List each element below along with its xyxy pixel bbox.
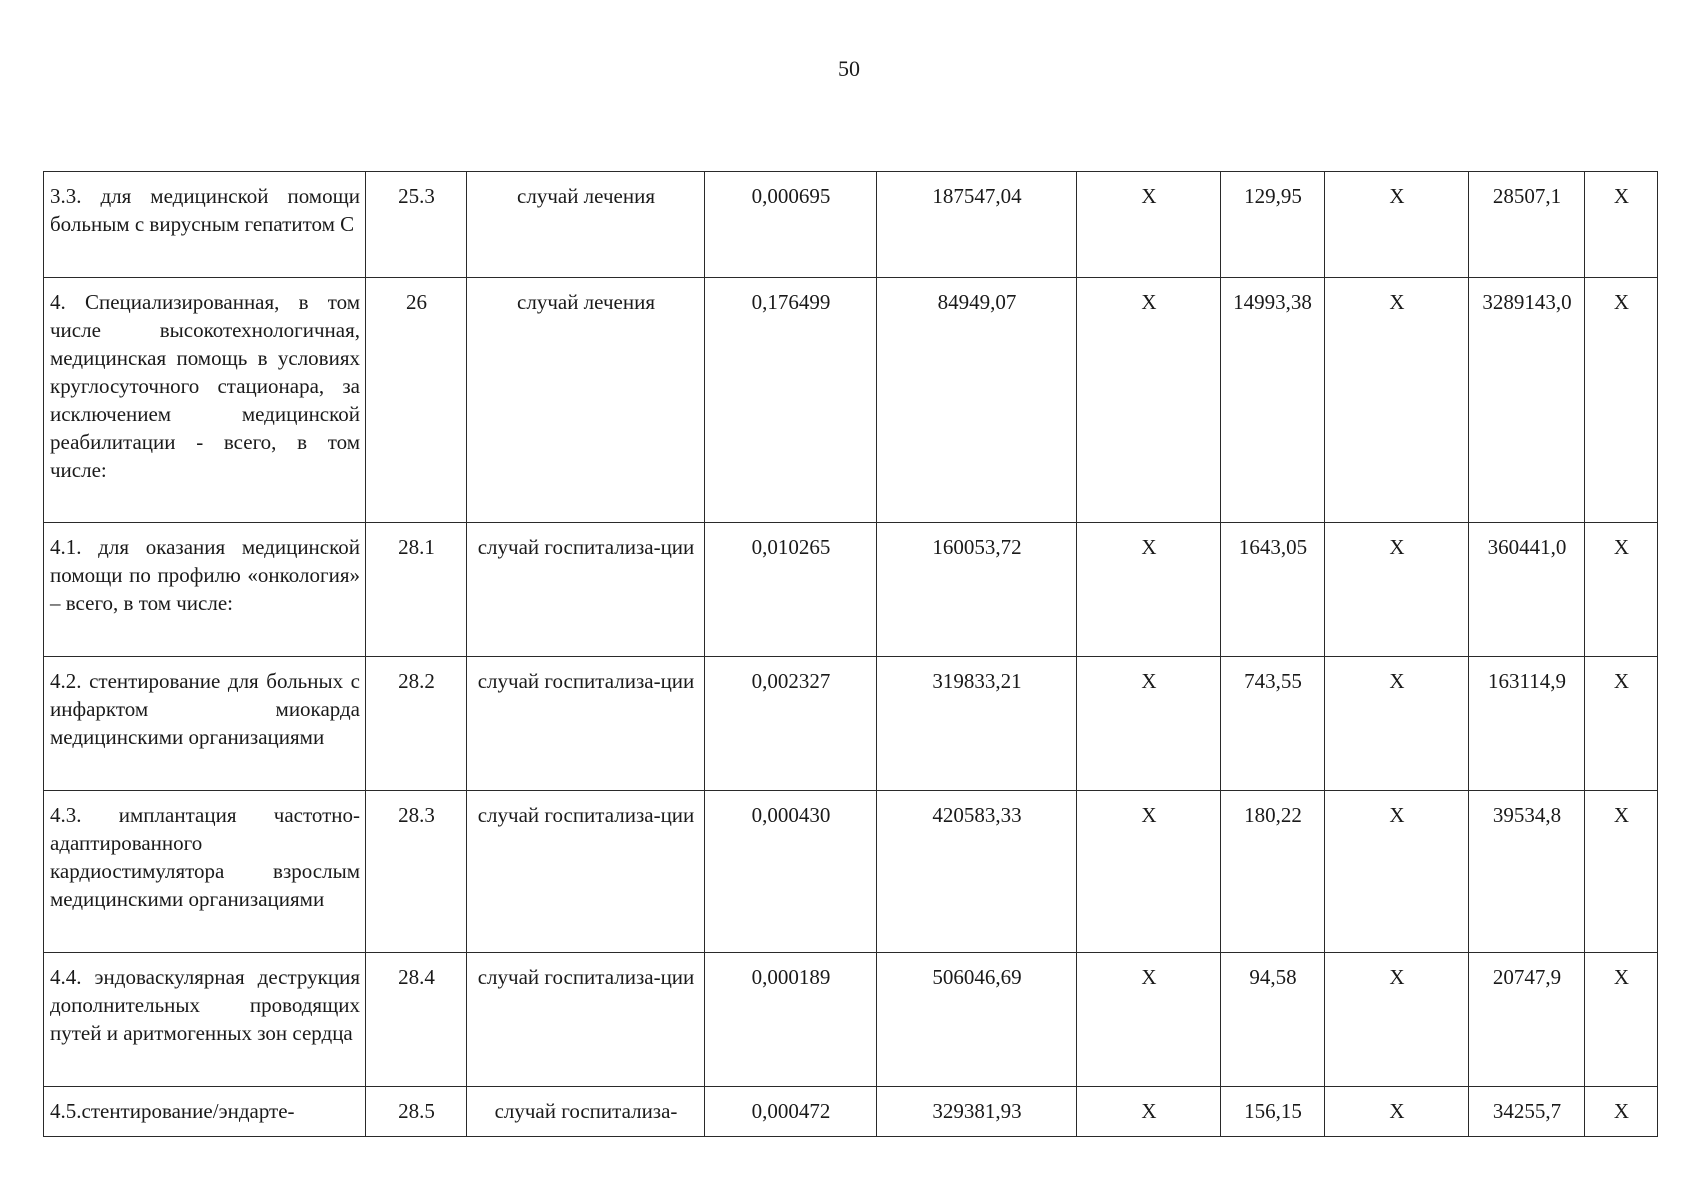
- row-x-cell: X: [1077, 657, 1221, 791]
- row-line-cell: 28.5: [366, 1087, 467, 1137]
- row-x-cell: X: [1325, 172, 1469, 278]
- row-total-cell: 3289143,0: [1469, 278, 1585, 523]
- table-row: [44, 523, 1658, 657]
- row-line-cell: 28.3: [366, 791, 467, 953]
- row-x-cell: X: [1077, 172, 1221, 278]
- data-table: [43, 171, 1658, 1137]
- row-cost-cell: 187547,04: [877, 172, 1077, 278]
- row-unit-cell: случай госпитализа-ции: [467, 791, 705, 953]
- table-row: [44, 657, 1658, 791]
- row-name-cell: 4.2. стентирование для больных с инфарктом миокарда медицинскими организациями: [44, 657, 366, 791]
- row-norm-cell: 0,002327: [705, 657, 877, 791]
- row-line-cell: 25.3: [366, 172, 467, 278]
- table-row: [44, 953, 1658, 1087]
- row-x-cell: X: [1077, 953, 1221, 1087]
- row-value-cell: 14993,38: [1221, 278, 1325, 523]
- row-x-cell: X: [1585, 278, 1658, 523]
- row-norm-cell: 0,176499: [705, 278, 877, 523]
- row-name-cell: 4.1. для оказания медицинской помощи по профилю «онкология» – всего, в том числе:: [44, 523, 366, 657]
- row-x-cell: X: [1585, 791, 1658, 953]
- row-unit-cell: случай госпитализа-ции: [467, 953, 705, 1087]
- row-value-cell: 1643,05: [1221, 523, 1325, 657]
- row-line-cell: 26: [366, 278, 467, 523]
- row-name-cell: 3.3. для медицинской помощи больным с вирусным гепатитом С: [44, 172, 366, 278]
- row-value-cell: 94,58: [1221, 953, 1325, 1087]
- row-value-cell: 156,15: [1221, 1087, 1325, 1137]
- row-x-cell: X: [1325, 791, 1469, 953]
- row-line-cell: 28.2: [366, 657, 467, 791]
- row-cost-cell: 506046,69: [877, 953, 1077, 1087]
- page-number: 50: [838, 56, 860, 81]
- row-x-cell: X: [1325, 1087, 1469, 1137]
- row-unit-cell: случай госпитализа-ции: [467, 657, 705, 791]
- row-x-cell: X: [1077, 1087, 1221, 1137]
- row-x-cell: X: [1325, 523, 1469, 657]
- table-row: [44, 1087, 1658, 1137]
- row-name-cell: 4.3. имплантация частотно-адаптированного кардиостимулятора взрослым медицинскими организациями: [44, 791, 366, 953]
- row-x-cell: X: [1077, 523, 1221, 657]
- table-row: [44, 278, 1658, 523]
- row-line-cell: 28.1: [366, 523, 467, 657]
- table-row: [44, 791, 1658, 953]
- row-norm-cell: 0,000695: [705, 172, 877, 278]
- row-x-cell: X: [1585, 657, 1658, 791]
- row-x-cell: X: [1585, 953, 1658, 1087]
- row-total-cell: 163114,9: [1469, 657, 1585, 791]
- row-x-cell: X: [1585, 172, 1658, 278]
- row-x-cell: X: [1325, 657, 1469, 791]
- row-cost-cell: 319833,21: [877, 657, 1077, 791]
- row-total-cell: 20747,9: [1469, 953, 1585, 1087]
- table-row: [44, 172, 1658, 278]
- row-x-cell: X: [1325, 953, 1469, 1087]
- row-cost-cell: 84949,07: [877, 278, 1077, 523]
- row-total-cell: 39534,8: [1469, 791, 1585, 953]
- row-unit-cell: случай лечения: [467, 278, 705, 523]
- row-value-cell: 129,95: [1221, 172, 1325, 278]
- row-cost-cell: 329381,93: [877, 1087, 1077, 1137]
- row-x-cell: X: [1077, 278, 1221, 523]
- row-x-cell: X: [1585, 523, 1658, 657]
- row-unit-cell: случай госпитализа-: [467, 1087, 705, 1137]
- row-norm-cell: 0,000189: [705, 953, 877, 1087]
- row-x-cell: X: [1325, 278, 1469, 523]
- row-norm-cell: 0,000472: [705, 1087, 877, 1137]
- row-x-cell: X: [1585, 1087, 1658, 1137]
- row-unit-cell: случай госпитализа-ции: [467, 523, 705, 657]
- row-name-cell: 4.4. эндоваскулярная деструкция дополнительных проводящих путей и аритмогенных зон сердца: [44, 953, 366, 1087]
- row-cost-cell: 160053,72: [877, 523, 1077, 657]
- row-x-cell: X: [1077, 791, 1221, 953]
- row-cost-cell: 420583,33: [877, 791, 1077, 953]
- row-total-cell: 34255,7: [1469, 1087, 1585, 1137]
- row-value-cell: 180,22: [1221, 791, 1325, 953]
- row-norm-cell: 0,010265: [705, 523, 877, 657]
- row-name-cell: 4. Специализированная, в том числе высокотехнологичная, медицинская помощь в условиях круглосуточного стационара, за исключением медицинской реабилитации - всего, в том числе:: [44, 278, 366, 523]
- row-name-cell: 4.5.стентирование/эндарте-: [44, 1087, 366, 1137]
- row-unit-cell: случай лечения: [467, 172, 705, 278]
- row-total-cell: 360441,0: [1469, 523, 1585, 657]
- row-total-cell: 28507,1: [1469, 172, 1585, 278]
- row-norm-cell: 0,000430: [705, 791, 877, 953]
- row-value-cell: 743,55: [1221, 657, 1325, 791]
- row-line-cell: 28.4: [366, 953, 467, 1087]
